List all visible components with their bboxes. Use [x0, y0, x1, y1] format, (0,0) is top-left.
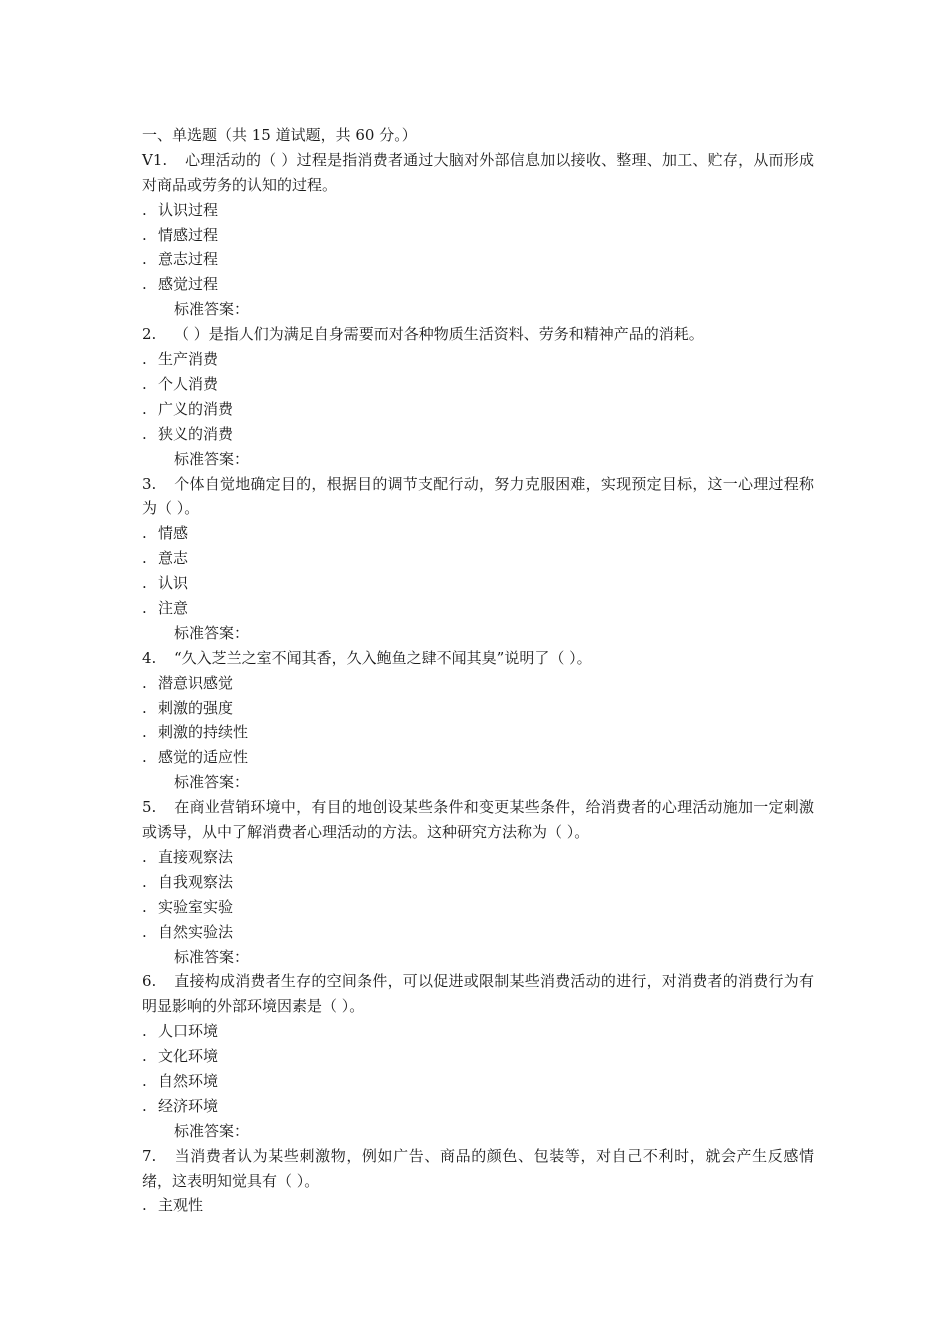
standard-answer-label: 标准答案：: [174, 1121, 250, 1140]
option-item: [142, 546, 814, 571]
question-stem: [142, 646, 814, 671]
question-stem: [142, 322, 814, 347]
option-marker: .: [142, 897, 147, 916]
option-item: [142, 1193, 814, 1218]
option-item: [142, 745, 814, 770]
option-marker: .: [142, 1096, 147, 1115]
question-block: [142, 646, 814, 795]
question-text: “久入芝兰之室不闻其香，久入鲍鱼之肆不闻其臭”说明了（ ）。: [174, 648, 592, 667]
option-label: 生产消费: [158, 350, 219, 369]
question-block: [142, 795, 814, 969]
question-text: 心理活动的（ ）过程是指消费者通过大脑对外部信息加以接收、整理、加工、贮存，从而形成对商品或劳务的认知的过程。: [142, 150, 814, 194]
option-item: [142, 1044, 814, 1069]
question-block: [142, 1144, 814, 1219]
question-block: [142, 969, 814, 1143]
option-item: [142, 223, 814, 248]
option-marker: .: [142, 872, 147, 891]
option-label: 意志: [158, 549, 189, 568]
question-stem: [142, 1144, 814, 1194]
option-marker: .: [142, 748, 147, 767]
question-number: 2.: [142, 325, 157, 344]
option-label: 人口环境: [158, 1022, 219, 1041]
option-label: 狭义的消费: [158, 424, 234, 443]
option-item: [142, 696, 814, 721]
question-number: 3.: [142, 474, 157, 493]
option-marker: .: [142, 200, 147, 219]
option-label: 感觉过程: [158, 275, 219, 294]
option-label: 主观性: [158, 1196, 204, 1215]
option-marker: .: [142, 599, 147, 617]
option-marker: .: [142, 374, 147, 393]
option-label: 情感过程: [158, 225, 219, 244]
option-item: [142, 920, 814, 945]
option-item: [142, 347, 814, 372]
question-stem: [142, 969, 814, 1019]
option-item: [142, 1019, 814, 1044]
option-item: [142, 521, 814, 546]
option-item: [142, 272, 814, 297]
standard-answer-label: 标准答案：: [174, 947, 250, 966]
option-marker: .: [142, 524, 147, 543]
option-marker: .: [142, 1047, 147, 1066]
question-block: [142, 148, 814, 322]
question-text: （ ）是指人们为满足自身需要而对各种物质生活资料、劳务和精神产品的消耗。: [174, 325, 704, 344]
question-list: [142, 148, 814, 1218]
option-marker: .: [142, 698, 147, 717]
option-marker: .: [142, 350, 147, 369]
question-number: 7.: [142, 1146, 157, 1165]
option-marker: .: [142, 1196, 147, 1215]
question-mark-prefix: V: [142, 150, 153, 169]
question-text: 当消费者认为某些刺激物，例如广告、商品的颜色、包装等，对自己不利时，就会产生反感情绪，这表明知觉具有（ ）。: [142, 1146, 814, 1190]
option-label: 直接观察法: [158, 847, 234, 866]
option-label: 感觉的适应性: [158, 748, 249, 767]
document-page: [142, 123, 814, 1218]
standard-answer-label: 标准答案：: [174, 623, 250, 642]
option-item: [142, 895, 814, 920]
option-marker: .: [142, 549, 147, 568]
question-text: 直接构成消费者生存的空间条件，可以促进或限制某些消费活动的进行，对消费者的消费行为有明显影响的外部环境因素是（ ）。: [142, 972, 814, 1016]
section-title: 一、单选题（共 15 道试题，共 60 分。）: [142, 126, 417, 144]
option-marker: .: [142, 1022, 147, 1041]
question-block: [142, 472, 814, 646]
option-marker: .: [142, 424, 147, 443]
option-label: 刺激的持续性: [158, 723, 249, 742]
option-label: 经济环境: [158, 1096, 219, 1115]
option-item: [142, 596, 814, 621]
question-number: 1.: [152, 150, 168, 169]
question-number: 4.: [142, 648, 157, 667]
option-label: 认识: [158, 574, 189, 593]
option-label: 认识过程: [158, 200, 219, 219]
question-number: 6.: [142, 972, 157, 991]
option-item: [142, 571, 814, 596]
option-marker: .: [142, 225, 147, 244]
option-label: 实验室实验: [158, 897, 234, 916]
option-marker: .: [142, 673, 147, 692]
option-label: 自然环境: [158, 1072, 219, 1090]
question-stem: [142, 472, 814, 522]
option-label: 自然实验法: [158, 922, 234, 941]
option-label: 个人消费: [158, 374, 219, 393]
option-label: 情感: [158, 524, 189, 543]
option-label: 文化环境: [158, 1047, 219, 1066]
option-item: [142, 1069, 814, 1094]
option-item: [142, 720, 814, 745]
question-block: [142, 322, 814, 471]
option-label: 自我观察法: [158, 872, 234, 891]
option-item: [142, 870, 814, 895]
option-marker: .: [142, 250, 147, 269]
option-marker: .: [142, 922, 147, 941]
question-text: 个体自觉地确定目的，根据目的调节支配行动，努力克服困难，实现预定目标，这一心理过程称为（ ）。: [142, 474, 814, 518]
option-marker: .: [142, 847, 147, 866]
standard-answer-label: 标准答案：: [174, 773, 250, 792]
question-stem: [142, 795, 814, 845]
option-item: [142, 422, 814, 447]
option-marker: .: [142, 399, 147, 418]
option-label: 潜意识感觉: [158, 673, 234, 692]
question-number: 5.: [142, 798, 157, 817]
option-item: [142, 671, 814, 696]
option-marker: .: [142, 275, 147, 294]
standard-answer-label: 标准答案：: [174, 449, 250, 468]
question-stem: [142, 148, 814, 198]
option-marker: .: [142, 723, 147, 742]
option-item: [142, 1094, 814, 1119]
option-label: 意志过程: [158, 250, 219, 269]
option-marker: .: [142, 1072, 147, 1090]
option-item: [142, 247, 814, 272]
question-text: 在商业营销环境中，有目的地创设某些条件和变更某些条件，给消费者的心理活动施加一定刺激或诱导，从中了解消费者心理活动的方法。这种研究方法称为（ ）。: [142, 798, 814, 842]
option-item: [142, 372, 814, 397]
option-item: [142, 198, 814, 223]
option-label: 广义的消费: [158, 399, 234, 418]
option-marker: .: [142, 574, 147, 593]
option-item: [142, 397, 814, 422]
option-label: 刺激的强度: [158, 698, 234, 717]
option-label: 注意: [158, 599, 189, 617]
standard-answer-label: 标准答案：: [174, 300, 250, 319]
option-item: [142, 845, 814, 870]
